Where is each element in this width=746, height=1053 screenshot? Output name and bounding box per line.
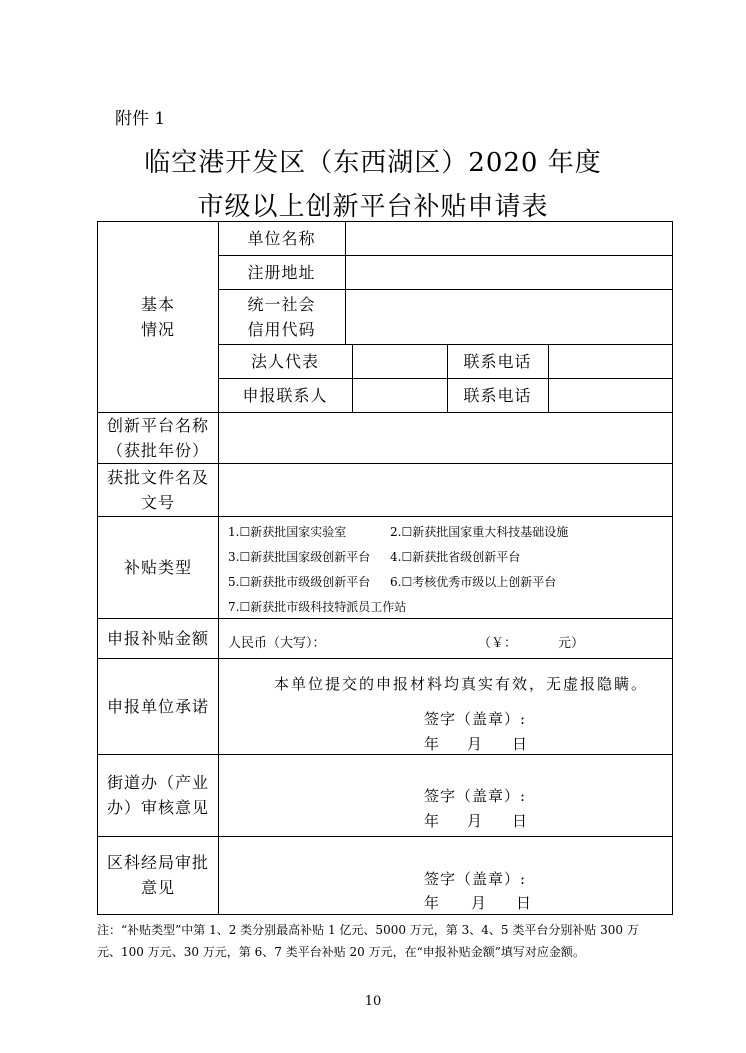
street-office-date-year: 年 (424, 812, 441, 830)
subsidy-type-label: 补贴类型 (123, 557, 192, 577)
attachment-label: 附件 1 (115, 109, 166, 129)
registered-address-field[interactable] (345, 255, 673, 289)
credit-code-label (218, 289, 345, 344)
subsidy-option-6[interactable]: 6.☐考核优秀市级以上创新平台 (390, 575, 557, 589)
credit-code-label-line1: 统一社会 (247, 294, 316, 314)
district-bureau-label-line2: 意见 (140, 878, 175, 897)
yen-amount-label: （￥： (478, 636, 518, 651)
approval-document-label-line1: 获批文件名及 (106, 467, 209, 487)
phone-field-1[interactable] (548, 344, 673, 378)
platform-name-label-line2: （获批年份） (106, 440, 209, 460)
registered-address-label: 注册地址 (247, 262, 316, 282)
legal-representative-label: 法人代表 (250, 351, 319, 371)
district-bureau-approval-label (98, 836, 218, 914)
rmb-uppercase-label: 人民币（大写）： (228, 636, 326, 651)
street-office-label-line1: 街道办（产业 (106, 773, 209, 792)
phone-label-1: 联系电话 (463, 351, 532, 371)
platform-name-label (98, 412, 218, 463)
legal-representative-field[interactable] (352, 344, 447, 378)
commitment-date-month: 月 (467, 735, 484, 753)
street-office-date-day: 日 (512, 812, 529, 830)
phone-label-2: 联系电话 (463, 385, 532, 405)
subsidy-option-3[interactable]: 3.☐新获批国家级创新平台 (228, 550, 371, 564)
district-bureau-signature-label: 签字（盖章）: (424, 870, 527, 888)
footnote: 注：“补贴类型”中第 1、2 类分别最高补贴 1 亿元、5000 万元，第 3、4、5 类平台分别补贴 300 万元、100 万元、30 万元，第 6、7 类平台补贴 20 万元，在“申报补贴金额”填写对应金额。 (97, 923, 639, 959)
district-bureau-date-month: 月 (471, 894, 488, 912)
column-divider (218, 516, 219, 914)
subsidy-amount-label: 申报补贴金额 (106, 628, 209, 648)
district-bureau-date-day: 日 (516, 894, 533, 912)
subsidy-option-7[interactable]: 7.☐新获批市级科技特派员工作站 (228, 600, 407, 614)
yuan-label: 元） (558, 636, 585, 651)
commitment-date-day: 日 (512, 735, 529, 753)
unit-name-label: 单位名称 (247, 229, 316, 248)
platform-name-label-line1: 创新平台名称 (106, 415, 209, 435)
subsidy-option-5[interactable]: 5.☐新获批市级级创新平台 (228, 575, 371, 589)
subsidy-option-4[interactable]: 4.☐新获批省级创新平台 (390, 550, 521, 564)
phone-field-2[interactable] (548, 378, 673, 412)
district-bureau-label-line1: 区科经局审批 (106, 853, 209, 872)
commitment-statement: 本单位提交的申报材料均真实有效，无虚报隐瞒。 (274, 675, 649, 693)
street-office-signature-label: 签字（盖章）: (424, 787, 527, 805)
page-number: 10 (364, 994, 382, 1009)
page-title-line1: 临空港开发区（东西湖区）2020 年度 (144, 148, 602, 178)
street-office-date-month: 月 (467, 812, 484, 830)
subsidy-option-1[interactable]: 1.☐新获批国家实验室 (228, 525, 347, 539)
street-office-review-label (98, 754, 218, 836)
commitment-signature-label: 签字（盖章）: (424, 710, 527, 728)
street-office-label-line2: 办）审核意见 (106, 798, 209, 817)
approval-document-label (98, 463, 218, 516)
basic-label-line1: 基本 (140, 295, 175, 314)
page-title-line2: 市级以上创新平台补贴申请表 (197, 192, 549, 222)
approval-document-label-line2: 文号 (140, 492, 175, 512)
district-bureau-date-year: 年 (424, 894, 441, 912)
applicant-contact-field[interactable] (352, 378, 447, 412)
approval-document-field[interactable] (218, 463, 673, 516)
unit-name-field[interactable] (345, 222, 673, 255)
application-form-table (97, 221, 673, 915)
applicant-contact-label: 申报联系人 (242, 385, 328, 405)
basic-label-line2: 情况 (140, 320, 175, 339)
platform-name-field[interactable] (218, 412, 673, 463)
commitment-label: 申报单位承诺 (106, 696, 209, 716)
credit-code-field[interactable] (345, 289, 673, 344)
basic-info-section-label (98, 222, 218, 412)
credit-code-label-line2: 信用代码 (247, 319, 316, 339)
subsidy-option-2[interactable]: 2.☐新获批国家重大科技基础设施 (390, 525, 569, 539)
commitment-date-year: 年 (424, 735, 441, 753)
